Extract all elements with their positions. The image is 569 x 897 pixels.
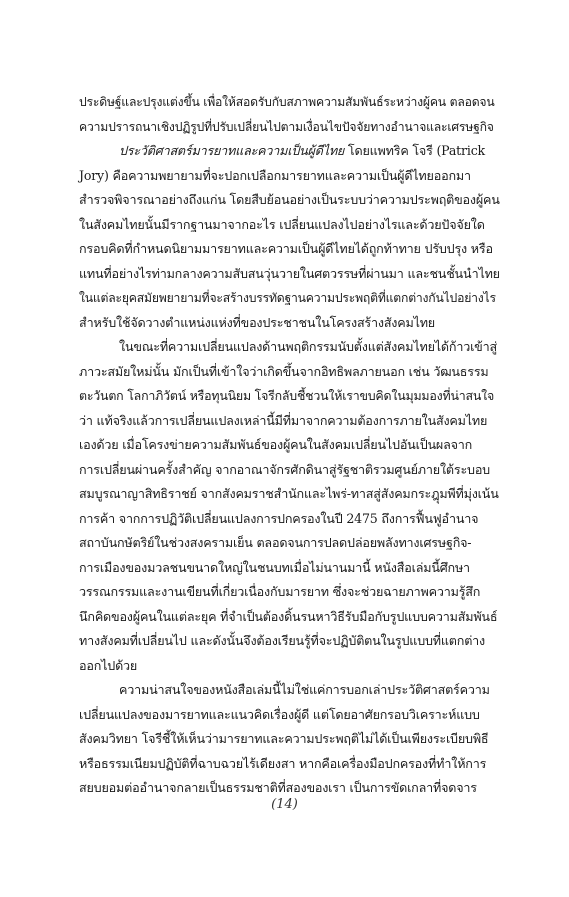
text-line (79, 556, 499, 581)
line-text: นึกคิดของผู้คนในแต่ละยุค ที่จำเป็นต้องดิ้นรนหาวิธีรับมือกับรูปแบบความสัมพันธ์ (79, 608, 498, 624)
line-text: เองด้วย เมื่อโครงข่ายความสัมพันธ์ของผู้คนในสังคมเปลี่ยนไปอันเป็นผลจาก (79, 437, 473, 452)
line-text: สยบยอมต่ออำนาจกลายเป็นธรรมชาติที่สองของเรา เป็นการขัดเกลาที่จดจาร (79, 780, 477, 795)
line-text: ความปรารถนาเชิงปฏิรูปที่ปรับเปลี่ยนไปตามเงื่อนไขปัจจัยทางอำนาจและเศรษฐกิจ (79, 119, 494, 134)
text-line (79, 90, 499, 115)
text-line (79, 458, 499, 483)
text-line (79, 335, 499, 360)
line-text: เปลี่ยนแปลงของมารยาทและแนวคิดเรื่องผู้ดี แต่โดยอาศัยกรอบวิเคราะห์แบบ (79, 706, 480, 722)
line-text: ภาวะสมัยใหม่นั้น มักเป็นที่เข้าใจว่าเกิดขึ้นจากอิทธิพลภายนอก เช่น วัฒนธรรม (79, 363, 489, 379)
text-line (79, 188, 499, 213)
text-line (79, 262, 499, 287)
text-line (79, 678, 499, 703)
text-line (79, 482, 499, 507)
text-line (79, 727, 499, 752)
text-line (79, 507, 499, 532)
text-line (79, 409, 499, 434)
text-line (79, 703, 499, 728)
line-text: ในแต่ละยุคสมัยพยายามที่จะสร้างบรรทัดฐานความประพฤติที่แตกต่างกันไปอย่างไร (79, 291, 496, 305)
line-text: ทางสังคมที่เปลี่ยนไป และดังนั้นจึงต้องเรียนรู้ที่จะปฏิบัติตนในรูปแบบที่แตกต่าง (79, 633, 486, 648)
text-line (79, 213, 499, 238)
text-line (79, 311, 499, 336)
text-line (79, 531, 499, 556)
line-text: ว่า แท้จริงแล้วการเปลี่ยนแปลงเหล่านี้มีที่มาจากความต้องการภายในสังคมไทย (79, 412, 488, 428)
text-line (79, 605, 499, 630)
text-line (79, 752, 499, 777)
line-text: การเปลี่ยนผ่านครั้งสำคัญ จากอาณาจักรศักดินาสู่รัฐชาติรวมศูนย์ภายใต้ระบอบ (79, 461, 490, 477)
line-text: ตะวันตก โลกาภิวัตน์ หรือทุนนิยม โจรีกลับชี้ชวนให้เราขบคิดในมุมมองที่น่าสนใจ (79, 388, 495, 403)
line-text: สถาบันกษัตริย์ในช่วงสงครามเย็น ตลอดจนการปลดปล่อยพลังทางเศรษฐกิจ- (79, 535, 472, 550)
line-text: สมบูรณาญาสิทธิราชย์ จากสังคมราชสำนักและไพร่-ทาสสู่สังคมกระฎุมพีที่มุ่งเน้น (79, 486, 499, 501)
text-line (79, 654, 499, 679)
text-line (79, 115, 499, 140)
line-text: วรรณกรรมและงานเขียนที่เกี่ยวเนื่องกับมารยาท ซึ่งจะช่วยฉายภาพความรู้สึก (79, 584, 481, 599)
line-text: สำรวจพิจารณาอย่างถึงแก่น โดยสืบย้อนอย่างเป็นระบบว่าความประพฤติของผู้คน (79, 192, 500, 207)
line-text: ในขณะที่ความเปลี่ยนแปลงด้านพฤติกรรมนับตั้งแต่สังคมไทยได้ก้าวเข้าสู่ (119, 339, 497, 354)
line-text: ในสังคมไทยนั้นมีรากฐานมาจากอะไร เปลี่ยนแปลงไปอย่างไรและด้วยปัจจัยใด (79, 216, 485, 232)
line-text: การค้า จากการปฏิวัติเปลี่ยนแปลงการปกครองในปี 2475 ถึงการฟื้นฟูอำนาจ (79, 510, 479, 526)
line-text: สำหรับใช้จัดวางตำแหน่งแห่งที่ของประชาชนในโครงสร้างสังคมไทย (79, 314, 435, 330)
line-text: โดยแพทริค โจรี (Patrick (344, 143, 485, 158)
line-text: ความน่าสนใจของหนังสือเล่มนี้ไม่ใช่แค่การบอกเล่าประวัติศาสตร์ความ (119, 682, 490, 697)
line-text: ออกไปด้วย (79, 657, 138, 673)
text-line (79, 360, 499, 385)
line-text: หรือธรรมเนียมปฏิบัติที่ฉาบฉวยไร้เดียงสา หากคือเครื่องมือปกครองที่ทำให้การ (79, 755, 487, 771)
line-text: ประดิษฐ์และปรุงแต่งขึ้น เพื่อให้สอดรับกับสภาพความสัมพันธ์ระหว่างผู้คน ตลอดจน (79, 95, 495, 109)
text-line (79, 139, 499, 164)
book-title-italic: ประวัติศาสตร์มารยาทและความเป็นผู้ดีไทย (119, 143, 345, 158)
line-text: Jory) คือความพยายามที่จะปอกเปลือกมารยาทและความเป็นผู้ดีไทยออกมา (79, 167, 471, 183)
line-text: การเมืองของมวลชนขนาดใหญ่ในชนบทเมื่อไม่นานมานี้ หนังสือเล่มนี้ศึกษา (79, 559, 470, 575)
text-line (79, 164, 499, 189)
text-line (79, 384, 499, 409)
line-text: แทนที่อย่างไรท่ามกลางความสับสนวุ่นวายในศตวรรษที่ผ่านมา และชนชั้นนำไทย (79, 265, 500, 281)
text-line (79, 580, 499, 605)
line-text: กรอบคิดที่กำหนดนิยามมารยาทและความเป็นผู้ดีไทยได้ถูกท้าทาย ปรับปรุง หรือ (79, 241, 493, 256)
page-number: (14) (271, 797, 298, 812)
body-text (79, 90, 499, 801)
text-line (79, 237, 499, 262)
text-line (79, 629, 499, 654)
line-text: สังคมวิทยา โจรีชี้ให้เห็นว่ามารยาทและความประพฤติไม่ได้เป็นเพียงระเบียบพิธี (79, 731, 489, 746)
text-line (79, 433, 499, 458)
text-line (79, 286, 499, 311)
